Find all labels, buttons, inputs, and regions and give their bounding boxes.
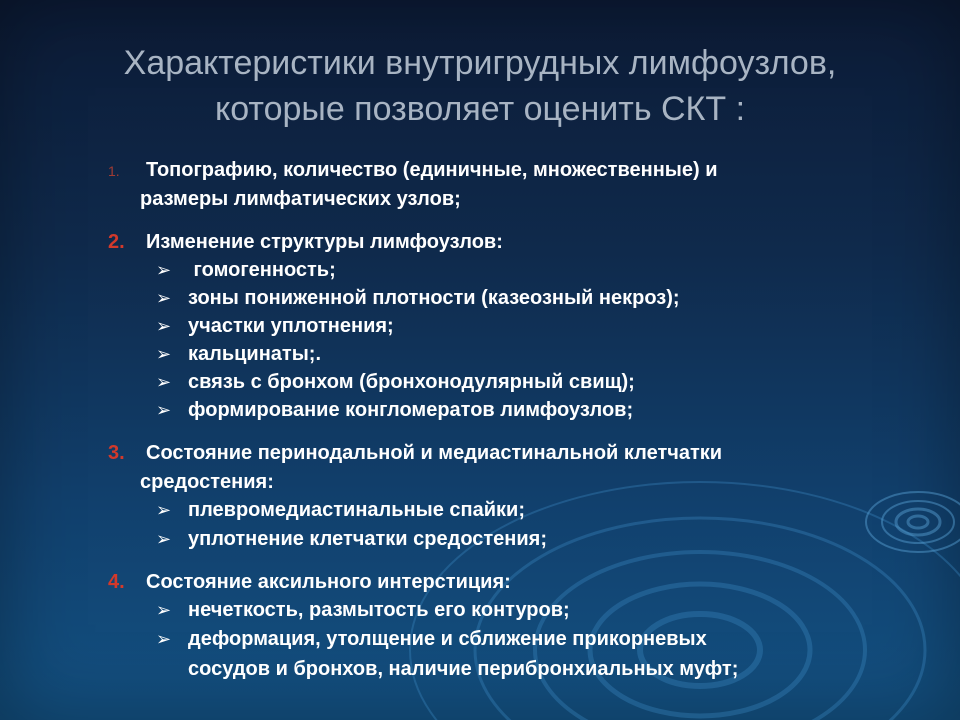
list-item-4: [108, 569, 511, 595]
item-number: 1.: [108, 163, 120, 179]
item-text: Состояние аксильного интерстиция:: [146, 571, 511, 593]
title-line-1: Характеристики внутригрудных лимфоузлов,: [123, 44, 837, 82]
item-number: 4.: [108, 571, 125, 593]
arrow-bullet-icon: ➢: [156, 344, 172, 364]
arrow-bullet-icon: ➢: [156, 260, 172, 280]
bullet-item: ➢ кальцинаты;.: [156, 343, 322, 365]
item-number: 2.: [108, 231, 125, 253]
arrow-bullet-icon: ➢: [156, 400, 172, 420]
title-line-2: которые позволяет оценить СКТ :: [214, 90, 746, 128]
arrow-bullet-icon: ➢: [156, 629, 172, 649]
arrow-bullet-icon: ➢: [156, 529, 172, 549]
arrow-bullet-icon: ➢: [156, 372, 172, 392]
bullet-item: ➢ гомогенность;: [156, 259, 336, 281]
item-text: Изменение структуры лимфоузлов:: [146, 231, 503, 253]
list-item-2: [108, 229, 503, 255]
arrow-bullet-icon: ➢: [156, 600, 172, 620]
bullet-item: ➢ деформация, утолщение и сближение прикорневых: [156, 628, 707, 650]
bullet-item: ➢ связь с бронхом (бронхонодулярный свищ);: [156, 371, 635, 393]
item-3-continuation: средостения:: [140, 471, 274, 493]
bullet-continuation: сосудов и бронхов, наличие перибронхиальных муфт;: [188, 658, 739, 680]
item-text: Состояние перинодальной и медиастинальной клетчатки: [146, 442, 723, 464]
bullet-item: ➢ нечеткость, размытость его контуров;: [156, 599, 570, 621]
bullet-item: ➢ участки уплотнения;: [156, 315, 394, 337]
item-1-continuation: размеры лимфатических узлов;: [140, 188, 461, 210]
arrow-bullet-icon: ➢: [156, 288, 172, 308]
arrow-bullet-icon: ➢: [156, 500, 172, 520]
arrow-bullet-icon: ➢: [156, 316, 172, 336]
item-number: 3.: [108, 442, 125, 464]
bullet-item: ➢ уплотнение клетчатки средостения;: [156, 528, 548, 550]
list-item-1: [108, 157, 718, 184]
bullet-item: ➢ формирование конгломератов лимфоузлов;: [156, 399, 634, 421]
list-item-3: [108, 440, 722, 466]
bullet-item: ➢ плевромедиастинальные спайки;: [156, 499, 525, 521]
item-text: Топографию, количество (единичные, множественные) и: [146, 159, 718, 181]
bullet-item: ➢ зоны пониженной плотности (казеозный некроз);: [156, 287, 680, 309]
